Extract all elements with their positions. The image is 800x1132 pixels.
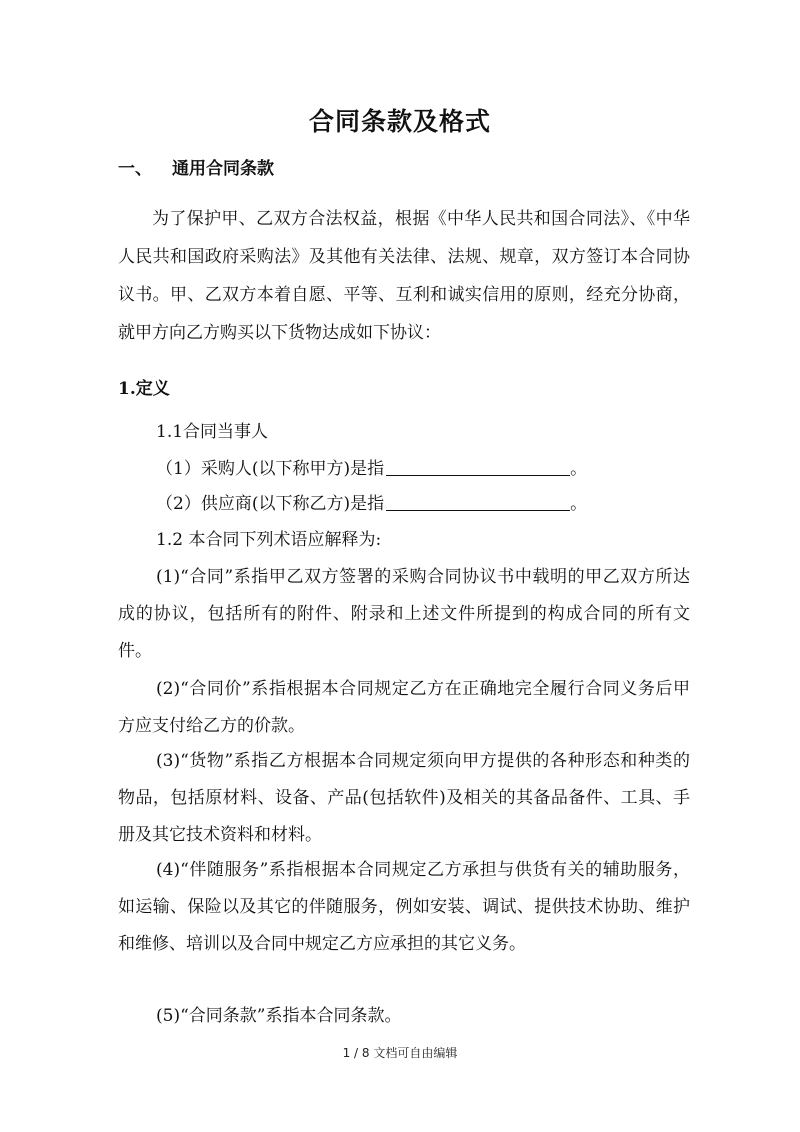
section-heading	[118, 156, 274, 182]
party-b-label: （2）供应商(以下称乙方)是指	[156, 494, 385, 514]
term-contract: (1)“合同”系指甲乙双方签署的采购合同协议书中载明的甲乙双方所达成的协议，包括所有的附件、附录和上述文件所提到的构成合同的所有文件。	[118, 567, 690, 661]
term-contract-price: (2)“合同价”系指根据本合同规定乙方在正确地完全履行合同义务后甲方应支付给乙方的价款。	[118, 679, 690, 736]
party-b-line	[118, 486, 728, 522]
term-contract-clauses: (5)“合同条款”系指本合同条款。	[156, 1006, 402, 1026]
section-title: 通用合同条款	[172, 159, 274, 179]
party-a-end: 。	[570, 459, 588, 479]
party-b-end: 。	[570, 494, 588, 514]
party-a-line	[118, 451, 728, 487]
page-footer: 1 / 8 文档可自由编辑	[342, 1046, 458, 1060]
contract-parties-heading: 1.1合同当事人	[156, 422, 269, 442]
terms-heading: 1.2 本合同下列术语应解释为:	[156, 530, 382, 550]
term-ancillary-services: (4)“伴随服务”系指根据本合同规定乙方承担与供货有关的辅助服务，如运输、保险以及其它的伴随服务，例如安装、调试、提供技术协助、维护和维修、培训以及合同中规定乙方应承担的其它义务。	[118, 860, 690, 954]
document-title: 合同条款及格式	[308, 107, 491, 136]
party-a-blank	[386, 457, 570, 476]
definitions-heading: 1.定义	[118, 379, 170, 399]
party-b-blank	[386, 492, 570, 511]
section-number: 一、	[118, 159, 152, 179]
intro-paragraph: 为了保护甲、乙双方合法权益，根据《中华人民共和国合同法》、《中华人民共和国政府采购法》及其他有关法律、法规、规章，双方签订本合同协议书。甲、乙双方本着自愿、平等、互利和诚实信用的原则，经充分协商，就甲方向乙方购买以下货物达成如下协议：	[118, 209, 690, 343]
party-a-label: （1）采购人(以下称甲方)是指	[156, 459, 385, 479]
term-goods: (3)“货物”系指乙方根据本合同规定须向甲方提供的各种形态和种类的物品，包括原材料、设备、产品(包括软件)及相关的其备品备件、工具、手册及其它技术资料和材料。	[118, 751, 690, 845]
